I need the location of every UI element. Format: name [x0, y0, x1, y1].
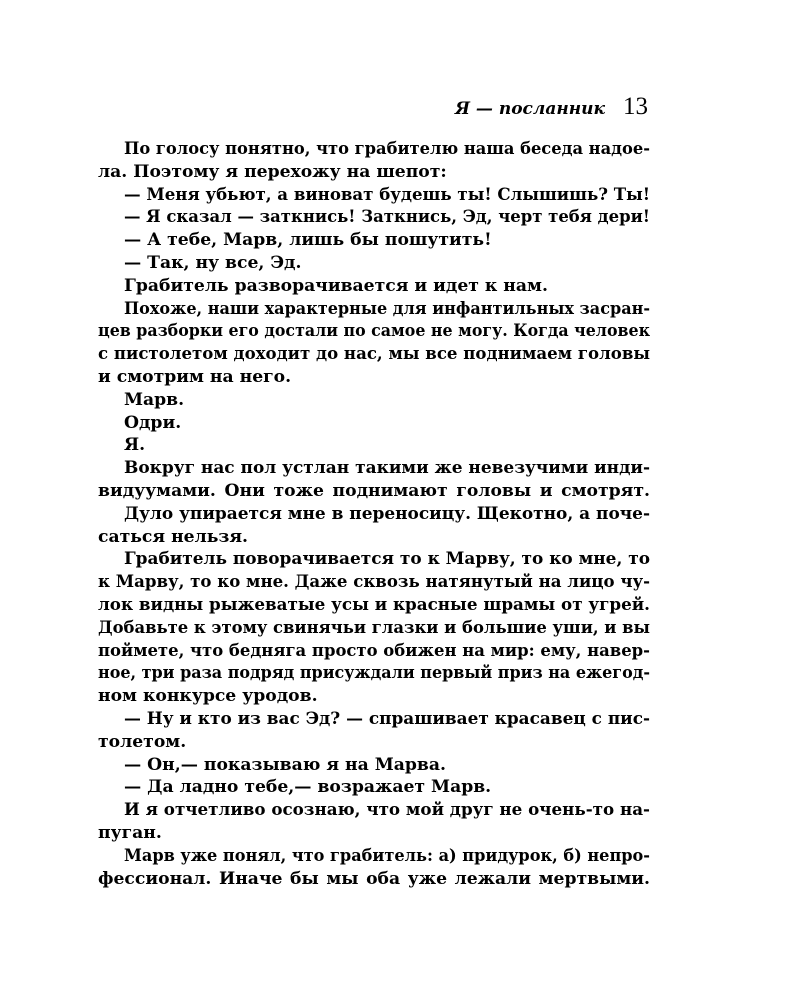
- text-line: пуган.: [98, 822, 162, 843]
- text-line: — Меня убьют, а виноват будешь ты! Слышишь? Ты!: [124, 184, 650, 205]
- text-line: саться нельзя.: [98, 526, 249, 547]
- text-line: Грабитель поворачивается то к Марву, то ко мне, то: [124, 549, 650, 570]
- text-line: фессионал. Иначе бы мы оба уже лежали мертвыми.: [98, 868, 650, 889]
- running-header: [455, 93, 648, 121]
- text-line: — А тебе, Марв, лишь бы пошутить!: [124, 230, 492, 251]
- text-line: лок видны рыжеватые усы и красные шрамы от угрей.: [98, 594, 650, 615]
- text-line: ное, три раза подряд присуждали первый приз на ежегод-: [98, 663, 650, 684]
- text-line: Похоже, наши характерные для инфантильных засран-: [124, 298, 650, 319]
- text-line: Добавьте к этому свинячьи глазки и большие уши, и вы: [98, 617, 650, 638]
- text-line: видуумами. Они тоже поднимают головы и смотрят.: [98, 480, 650, 501]
- text-line: Вокруг нас пол устлан такими же невезучими инди-: [124, 458, 650, 479]
- body-text: [98, 138, 650, 890]
- text-line: — Он,— показываю я на Марва.: [124, 754, 446, 775]
- text-line: И я отчетливо осознаю, что мой друг не очень-то на-: [124, 800, 650, 821]
- text-line: — Я сказал — заткнись! Заткнись, Эд, черт тебя дери!: [124, 207, 650, 228]
- text-line: с пистолетом доходит до нас, мы все поднимаем головы: [98, 344, 650, 365]
- text-line: — Да ладно тебе,— возражает Марв.: [124, 777, 492, 798]
- text-line: Я.: [124, 435, 146, 456]
- running-title: Я — посланник: [455, 99, 605, 119]
- text-line: По голосу понятно, что грабителю наша беседа надое-: [124, 139, 650, 159]
- page-number: 13: [623, 93, 648, 120]
- text-line: и смотрим на него.: [98, 366, 292, 387]
- text-line: Одри.: [124, 412, 182, 433]
- text-line: к Марву, то ко мне. Даже сквозь натянутый на лицо чу-: [98, 572, 650, 593]
- text-line: Дуло упирается мне в переносицу. Щекотно, а поче-: [124, 503, 650, 524]
- text-line: Марв уже понял, что грабитель: а) придурок, б) непро-: [124, 845, 650, 866]
- text-line: ном конкурсе уродов.: [98, 686, 318, 707]
- text-line: ла. Поэтому я перехожу на шепот:: [98, 161, 447, 182]
- text-line: — Ну и кто из вас Эд? — спрашивает красавец с пис-: [124, 708, 650, 729]
- text-line: толетом.: [98, 731, 187, 752]
- text-line: Грабитель разворачивается и идет к нам.: [124, 275, 548, 296]
- text-line: поймете, что бедняга просто обижен на мир: ему, навер-: [98, 640, 650, 661]
- text-line: цев разборки его достали по самое не могу. Когда человек: [98, 321, 650, 342]
- text-line: — Так, ну все, Эд.: [124, 252, 302, 273]
- text-line: Марв.: [124, 389, 185, 410]
